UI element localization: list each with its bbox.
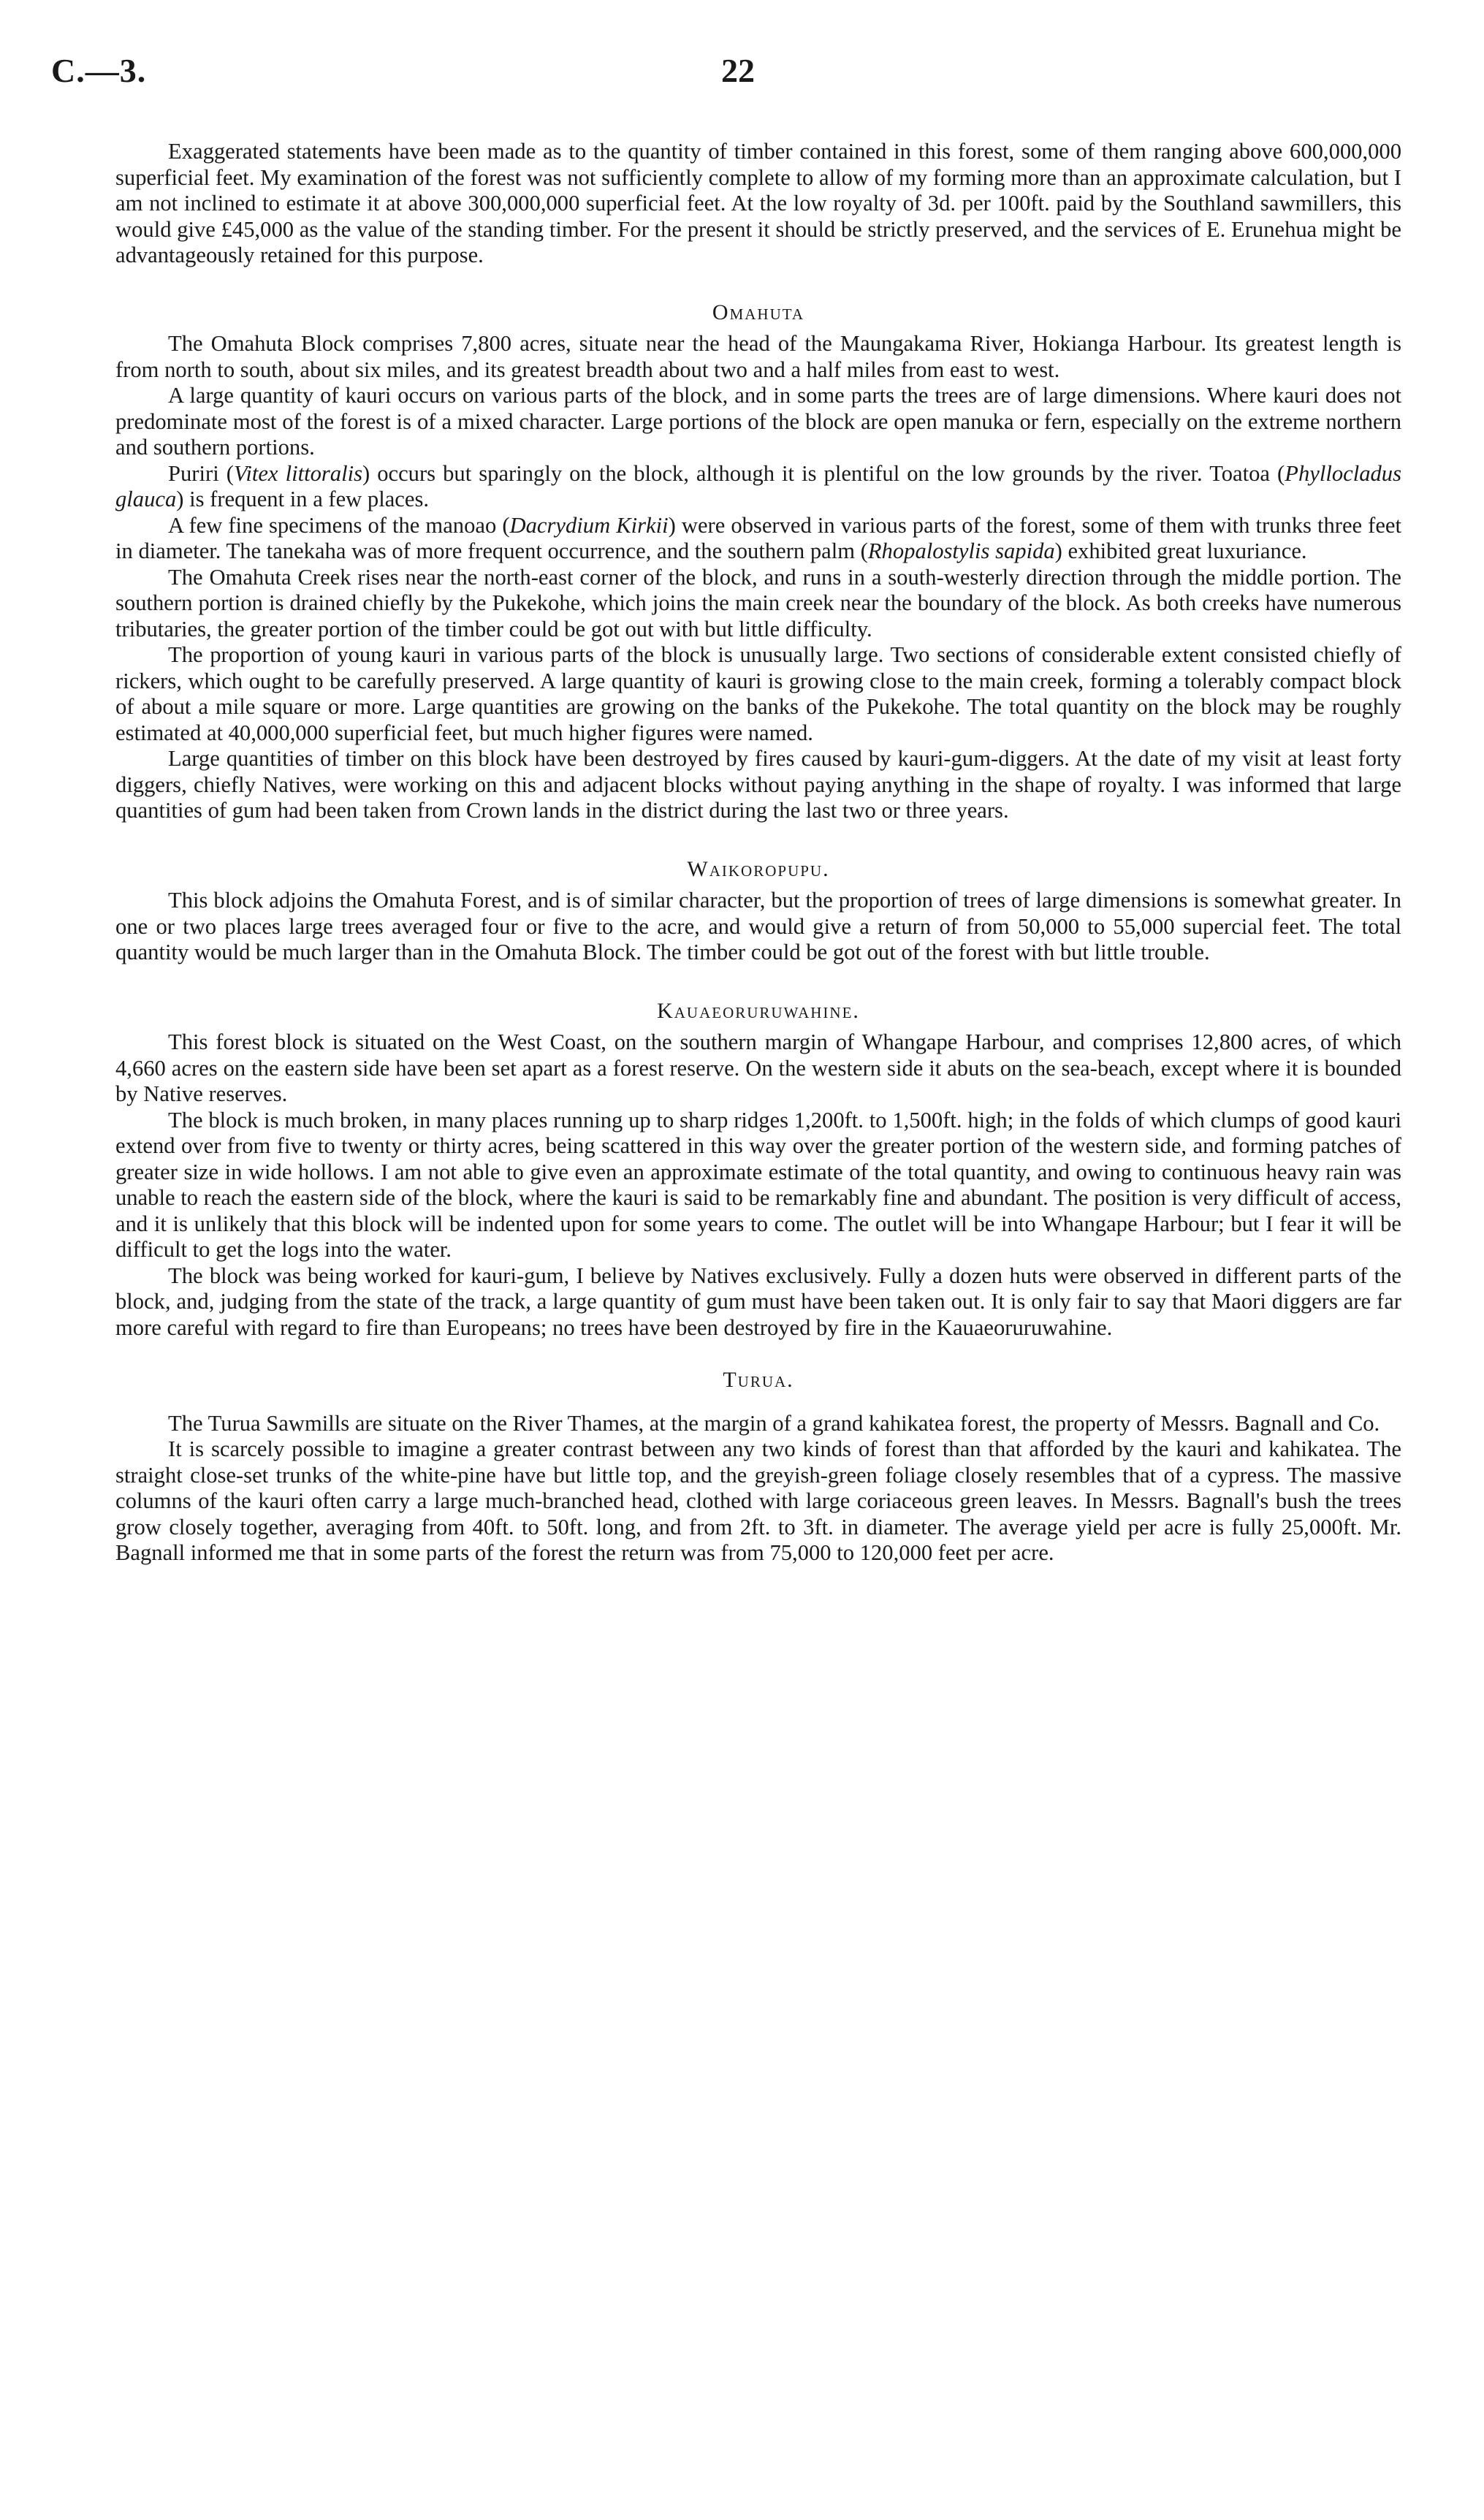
intro-paragraph: Exaggerated statements have been made as to the quantity of timber contained in this forest, some of them ranging above 600,000,000 superficial feet. My examination of the forest was not sufficiently complete to allow of my forming more than an approximate calculation, but I am not inclined to estimate it at above 300,000,000 superficial feet. At the low royalty of 3d. per 100ft. paid by the Southland sawmillers, this would give £45,000 as the value of the standing timber. For the present it should be strictly preserved, and the services of E. Erunehua might be advantageously retained for this purpose. [115, 139, 1401, 267]
document-body [115, 139, 1401, 1567]
text-run: Puriri ( [168, 460, 234, 486]
omahuta-paragraph-3 [115, 461, 1401, 513]
kauaeoruruwahine-paragraph-3: The block was being worked for kauri-gum, I believe by Natives exclusively. Fully a dozen huts were observed in different parts of the block, and, judging from the state of the track, a large quantity of gum must have been taken out. It is only fair to say that Maori diggers are far more careful with regard to fire than Europeans; no trees have been destroyed by fire in the Kauaeoruruwahine. [115, 1263, 1401, 1340]
text-run: ) occurs but sparingly on the block, although it is plentiful on the low grounds by the river. Toatoa ( [362, 460, 1285, 486]
section-heading-turua: Turua. [723, 1368, 794, 1392]
text-run: A few fine specimens of the manoao ( [168, 512, 510, 538]
kauaeoruruwahine-paragraph-2: The block is much broken, in many places running up to sharp ridges 1,200ft. to 1,500ft. high; in the folds of which clumps of good kauri extend over from five to twenty or thirty acres, being scattered in this way over the greater portion of the western side, and forming patches of greater size in wide hollows. I am not able to give even an approximate estimate of the total quantity, and owing to continuous heavy rain was unable to reach the eastern side of the block, where the kauri is said to be remarkably fine and abundant. The position is very difficult of access, and it is unlikely that this block will be indented upon for some years to come. The outlet will be into Whangape Harbour; but I fear it will be difficult to get the logs into the water. [115, 1107, 1401, 1262]
turua-paragraph-2: It is scarcely possible to imagine a greater contrast between any two kinds of forest than that afforded by the kauri and kahikatea. The straight close-set trunks of the white-pine have but little top, and the greyish-green foliage closely resembles that of a cypress. The massive columns of the kauri often carry a large much-branched head, clothed with large coriaceous green leaves. In Messrs. Bagnall's bush the trees grow closely together, averaging from 40ft. to 50ft. long, and from 2ft. to 3ft. in diameter. The average yield per acre is fully 25,000ft. Mr. Bagnall informed me that in some parts of the forest the return was from 75,000 to 120,000 feet per acre. [115, 1436, 1401, 1565]
kauaeoruruwahine-paragraph-1: This forest block is situated on the West Coast, on the southern margin of Whangape Harbour, and comprises 12,800 acres, of which 4,660 acres on the eastern side have been set apart as a forest reserve. On the western side it abuts on the sea-beach, except where it is bounded by Native reserves. [115, 1029, 1401, 1106]
omahuta-paragraph-5: The Omahuta Creek rises near the north-east corner of the block, and runs in a south-westerly direction through the middle portion. The southern portion is drained chiefly by the Pukekohe, which joins the main creek near the boundary of the block. As both creeks have numerous tributaries, the greater portion of the timber could be got out with but little difficulty. [115, 564, 1401, 642]
page-number: 22 [721, 52, 755, 89]
section-heading-kauaeoruruwahine: Kauaeoruruwahine. [657, 998, 860, 1023]
document-reference: C.—3. [51, 52, 147, 89]
omahuta-paragraph-7: Large quantities of timber on this block have been destroyed by fires caused by kauri-gum-diggers. At the date of my visit at least forty diggers, chiefly Natives, were working on this and adjacent blocks without paying anything in the shape of royalty. I was informed that large quantities of gum had been taken from Crown lands in the district during the last two or three years. [115, 746, 1401, 823]
section-heading-omahuta: Omahuta [712, 300, 805, 324]
section-heading-waikoropupu: Waikoropupu. [687, 856, 830, 881]
omahuta-paragraph-4 [115, 513, 1401, 565]
turua-paragraph-1: The Turua Sawmills are situate on the River Thames, at the margin of a grand kahikatea forest, the property of Messrs. Bagnall and Co. [168, 1410, 1380, 1436]
waikoropupu-paragraph-1: This block adjoins the Omahuta Forest, and is of similar character, but the proportion of trees of large dimensions is somewhat greater. In one or two places large trees averaged four or five to the acre, and would give a return of from 50,000 to 55,000 supercial feet. The total quantity would be much larger than in the Omahuta Block. The timber could be got out of the forest with but little trouble. [115, 888, 1401, 964]
species-name: Rhopalostylis sapida [867, 538, 1055, 563]
omahuta-paragraph-1: The Omahuta Block comprises 7,800 acres, situate near the head of the Maungakama River, Hokianga Harbour. Its greatest length is from north to south, about six miles, and its greatest breadth about two and a half miles from east to west. [115, 331, 1401, 382]
text-run: ) is frequent in a few places. [176, 487, 430, 511]
text-run: ) were observed in various parts of the forest, some of them with trunks three feet in diameter. The tanekaha was of more frequent occurrence, and the southern palm ( [115, 512, 1402, 563]
species-name: Dacrydium Kirkii [509, 512, 669, 538]
text-run: ) exhibited great luxuriance. [1054, 538, 1307, 563]
omahuta-paragraph-6: The proportion of young kauri in various parts of the block is unusually large. Two sections of considerable extent consisted chiefly of rickers, which ought to be carefully preserved. A large quantity of kauri is growing close to the main creek, forming a tolerably compact block of about a mile square or more. Large quantities are growing on the banks of the Pukekohe. The total quantity on the block may be roughly estimated at 40,000,000 superficial feet, but much higher figures were named. [115, 642, 1401, 745]
omahuta-paragraph-2: A large quantity of kauri occurs on various parts of the block, and in some parts the trees are of large dimensions. Where kauri does not predominate most of the forest is of a mixed character. Large portions of the block are open manuka or fern, especially on the extreme northern and southern portions. [115, 383, 1401, 460]
page-header [51, 51, 1425, 102]
species-name: Phyllocladus glauca [115, 460, 1401, 511]
species-name: Vitex littoralis [233, 460, 362, 486]
